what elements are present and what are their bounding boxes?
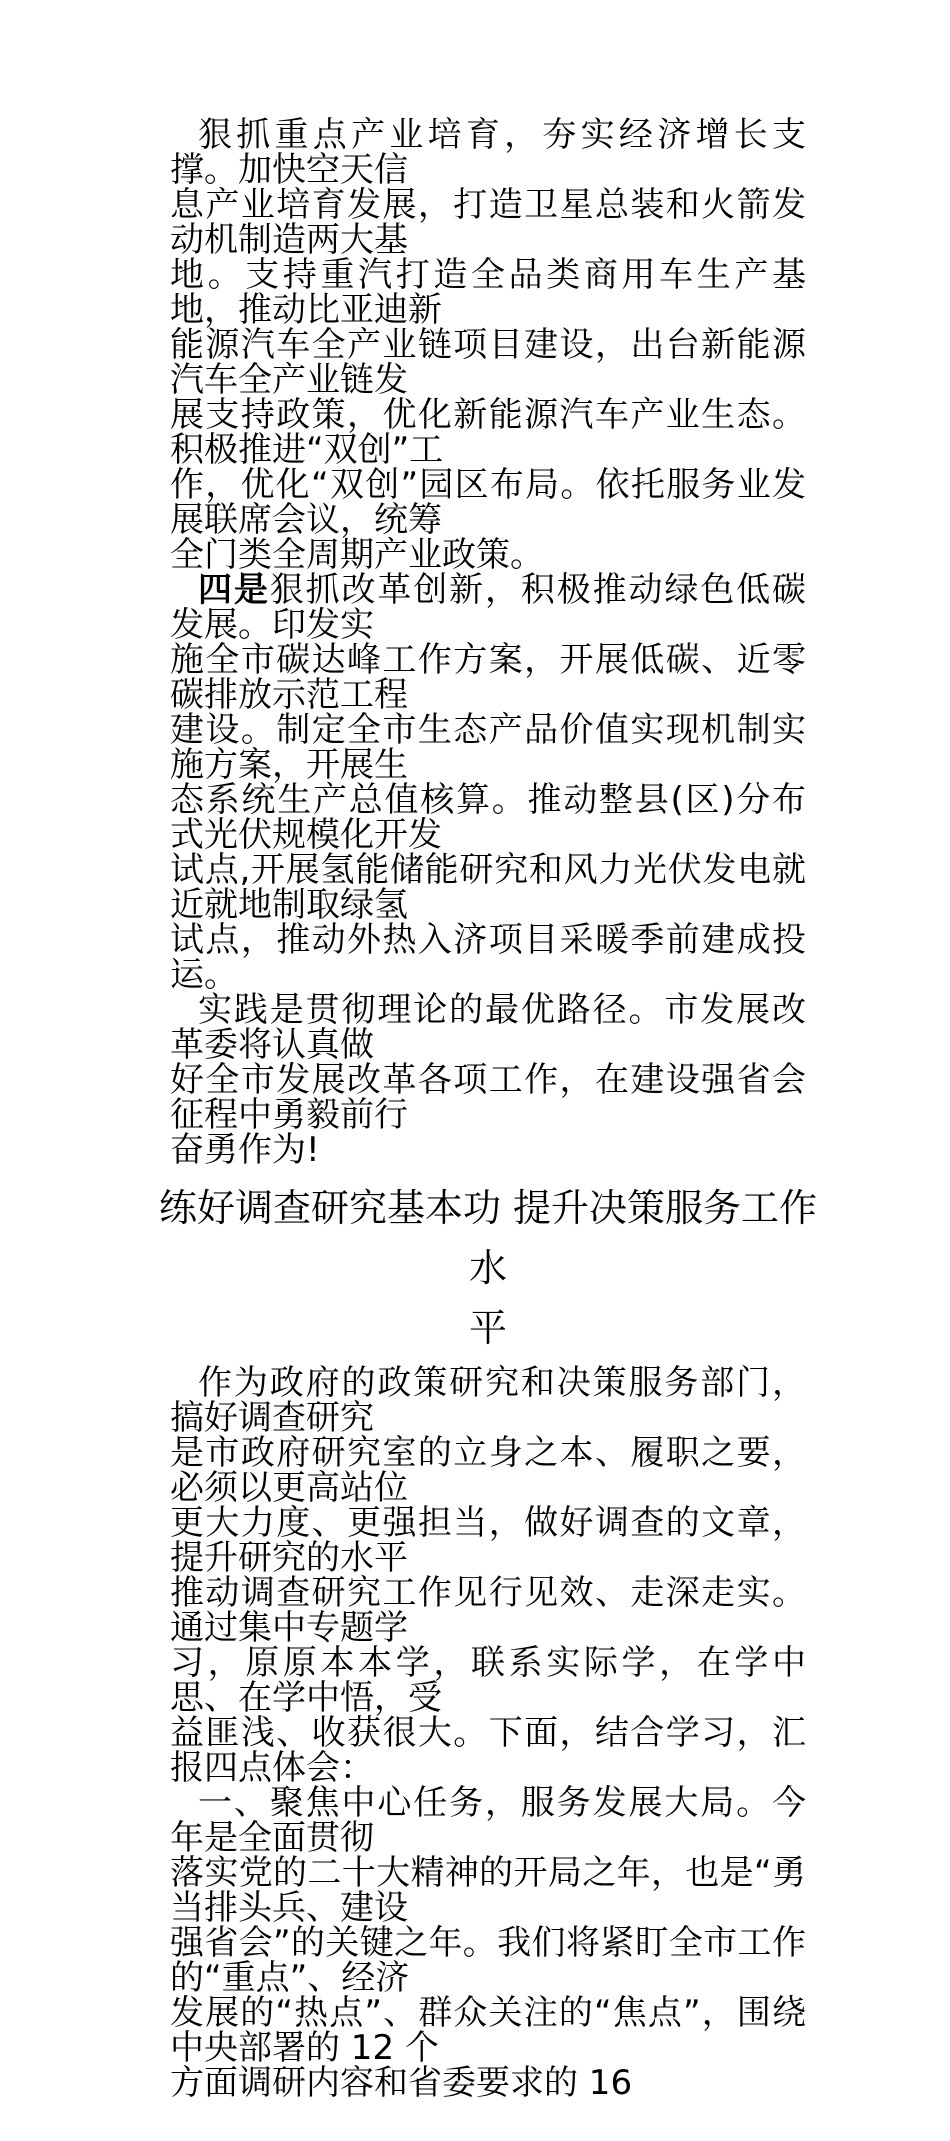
text-line: 建设。制定全市生态产品价值实现机制实施方案，开展生	[170, 710, 806, 785]
text-line: 益匪浅、收获很大。下面，结合学习，汇报四点体会：	[170, 1713, 806, 1788]
text-line: 作为政府的政策研究和决策服务部门，搞好调查研究	[170, 1363, 806, 1438]
text-line: 试点,开展氢能储能研究和风力光伏发电就近就地制取绿氢	[170, 850, 806, 925]
paragraph-industry	[170, 115, 806, 575]
text-line: 狠抓重点产业培育，夯实经济增长支撑。加快空天信	[170, 115, 806, 190]
text-line: 习，原原本本学，联系实际学，在学中思、在学中悟，受	[170, 1643, 806, 1718]
text-line: 奋勇作为!	[170, 1130, 320, 1170]
bold-prefix: 四是	[198, 570, 270, 610]
text-line: 态系统生产总值核算。推动整县(区)分布式光伏规模化开发	[170, 780, 806, 855]
text-span: 狠抓改革创新，积极推动绿色低碳发展。印发实	[170, 570, 806, 645]
text-line: 全门类全周期产业政策。	[170, 535, 544, 575]
paragraph-intro	[170, 1363, 806, 1788]
text-line: 一、聚焦中心任务，服务发展大局。今年是全面贯彻	[170, 1783, 806, 1858]
text-line: 作，优化“双创”园区布局。依托服务业发展联席会议，统筹	[170, 465, 806, 540]
paragraph-conclusion	[170, 990, 806, 1170]
text-line: 落实党的二十大精神的开局之年，也是“勇当排头兵、建设	[170, 1853, 806, 1928]
text-line: 是市政府研究室的立身之本、履职之要，必须以更高站位	[170, 1433, 806, 1508]
title-line: 平	[468, 1306, 507, 1350]
text-line: 能源汽车全产业链项目建设，出台新能源汽车全产业链发	[170, 325, 806, 400]
text-line: 方面调研内容和省委要求的 16	[170, 2063, 633, 2103]
text-line: 更大力度、更强担当，做好调查的文章，提升研究的水平	[170, 1503, 806, 1578]
text-line: 发展的“热点”、群众关注的“焦点”，围绕中央部署的 12 个	[170, 1993, 806, 2068]
text-line: 展支持政策，优化新能源汽车产业生态。积极推进“双创”工	[170, 395, 806, 470]
text-line: 推动调查研究工作见行见效、走深走实。通过集中专题学	[170, 1573, 806, 1648]
section-title	[153, 1168, 823, 1366]
paragraph-point-one	[170, 1783, 806, 2103]
text-line: 地。支持重汽打造全品类商用车生产基地，推动比亚迪新	[170, 255, 806, 330]
text-line: 实践是贯彻理论的最优路径。市发展改革委将认真做	[170, 990, 806, 1065]
text-line: 强省会”的关键之年。我们将紧盯全市工作的“重点”、经济	[170, 1923, 806, 1998]
text-line: 施全市碳达峰工作方案，开展低碳、近零碳排放示范工程	[170, 640, 806, 715]
title-line: 练好调查研究基本功 提升决策服务工作水	[158, 1186, 818, 1290]
paragraph-reform	[170, 570, 806, 995]
text-line: 试点，推动外热入济项目采暖季前建成投运。	[170, 920, 806, 995]
text-line: 息产业培育发展，打造卫星总装和火箭发动机制造两大基	[170, 185, 806, 260]
text-line: 好全市发展改革各项工作，在建设强省会征程中勇毅前行	[170, 1060, 806, 1135]
text-line	[170, 570, 806, 645]
